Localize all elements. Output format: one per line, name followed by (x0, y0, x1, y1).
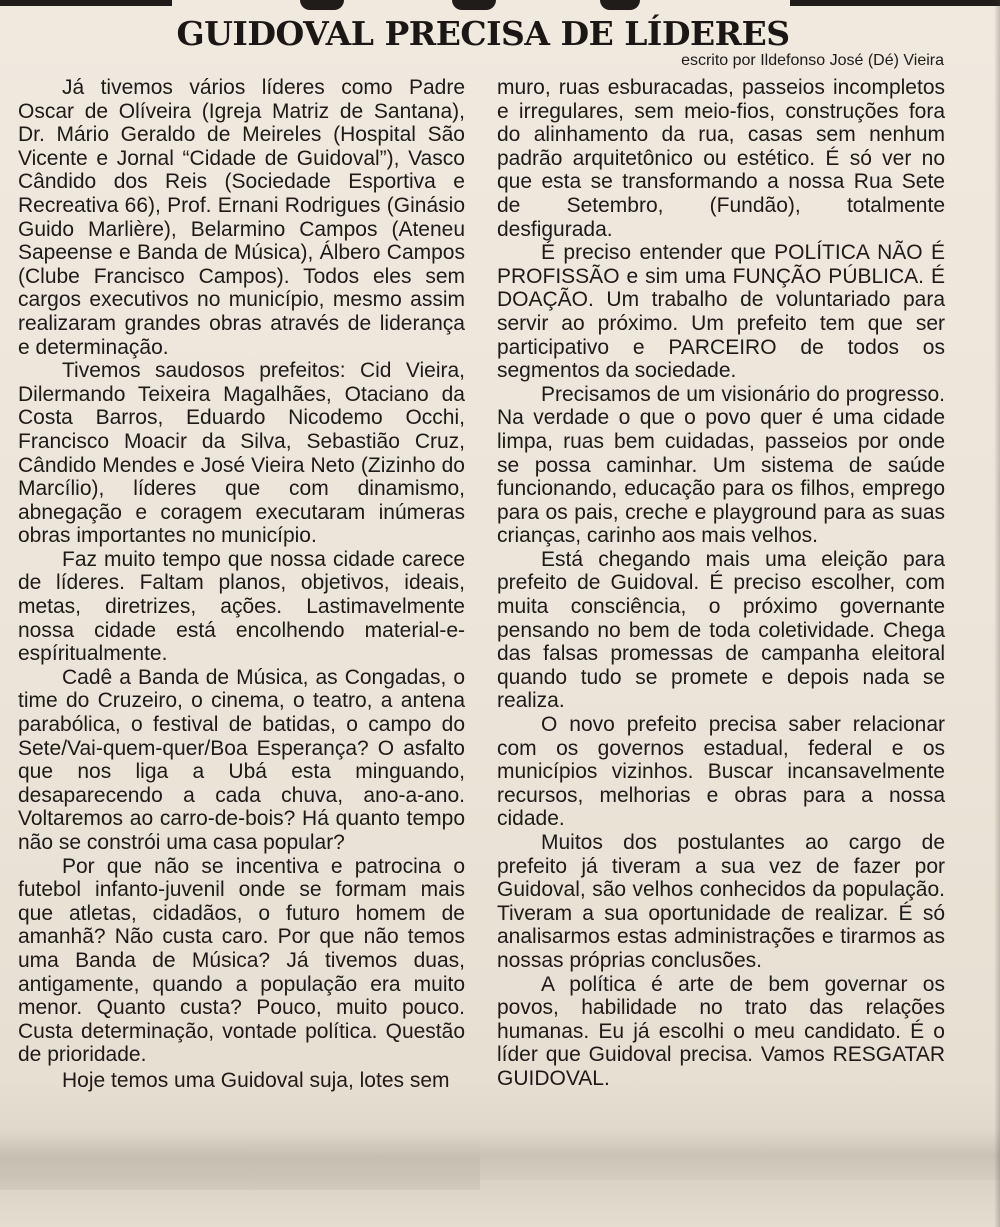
paragraph: Tivemos saudosos prefeitos: Cid Vieira, Dilermando Teixeira Magalhães, Otaciano da Costa Barros, Eduardo Nicodemo Occhi, Francisco Moacir da Silva, Sebastião Cruz, Cândido Mendes e José Vieira Neto (Zizinho do Marcílio), líderes que com dinamismo, abnegação e coragem executaram inúmeras obras importantes no município. (18, 359, 465, 548)
paragraph-continuation: muro, ruas esburacadas, passeios incompletos e irregulares, sem meio-fios, construções fora do alinhamento da rua, casas sem nenhum padrão arquitetônico ou estético. É só ver no que esta se transformando a nossa Rua Sete de Setembro, (Fundão), totalmente desfigurada. (497, 76, 945, 241)
top-rule-mark (600, 0, 640, 10)
top-rule-segment (790, 0, 1000, 6)
paragraph: Faz muito tempo que nossa cidade carece de líderes. Faltam planos, objetivos, ideais, metas, diretrizes, ações. Lastimavelmente nossa cidade está encolhendo material-e-espíritualmente. (18, 547, 465, 666)
paragraph: A política é arte de bem governar os povos, habilidade no trato das relações humanas. Eu já escolhi o meu candidato. É o líder que Guidoval precisa. Vamos RESGATAR GUIDOVAL. (497, 972, 945, 1090)
top-rule-segment (0, 0, 172, 6)
top-rule-mark (452, 0, 496, 10)
scan-shadow (0, 1130, 480, 1190)
paragraph: Hoje temos uma Guidoval suja, lotes sem (62, 1068, 450, 1092)
article-byline: escrito por Ildefonso José (Dé) Vieira (681, 52, 944, 69)
paragraph: É preciso entender que POLÍTICA NÃO É PROFISSÃO e sim uma FUNÇÃO PÚBLICA. É DOAÇÃO. Um trabalho de voluntariado para servir ao próximo. Um prefeito tem que ser participativo e PARCEIRO de todos os segmentos da sociedade. (497, 241, 945, 383)
article-headline: GUIDOVAL PRECISA DE LÍDERES (176, 14, 790, 53)
page-edge-shadow (994, 0, 1000, 1227)
paragraph: Cadê a Banda de Música, as Congadas, o time do Cruzeiro, o cinema, o teatro, a antena parabólica, o festival de batidas, o campo do Sete/Vai-quem-quer/Boa Esperança? O asfalto que nos liga a Ubá esta minguando, desaparecendo a cada chuva, ano-a-ano. Voltaremos ao carro-de-bois? Há quanto tempo não se constrói uma casa popular? (18, 665, 465, 854)
top-border-rule (0, 0, 1000, 14)
scan-shadow (480, 1130, 1000, 1180)
paragraph: Precisamos de um visionário do progresso. Na verdade o que o povo quer é uma cidade limpa, ruas bem cuidadas, passeios por onde se possa caminhar. Um sistema de saúde funcionando, educação para os filhos, emprego para os pais, creche e playground para as suas crianças, carinho aos mais velhos. (497, 382, 945, 548)
top-rule-mark (300, 0, 344, 10)
paragraph: O novo prefeito precisa saber relacionar com os governos estadual, federal e os municípios vizinhos. Buscar incansavelmente recursos, melhorias e obras para a nossa cidade. (497, 713, 945, 831)
paragraph: Por que não se incentiva e patrocina o futebol infanto-juvenil onde se formam mais que atletas, cidadãos, o futuro homem de amanhã? Não custa caro. Por que não temos uma Banda de Música? Já tivemos duas, antigamente, quando a população era muito menor. Quanto custa? Pouco, muito pouco. Custa determinação, vontade política. Questão de prioridade. (18, 854, 465, 1067)
paragraph: Está chegando mais uma eleição para prefeito de Guidoval. É preciso escolher, com muita consciência, o próximo governante pensando no bem de toda coletividade. Chega das falsas promessas de campanha eleitoral quando tudo se promete e depois nada se realiza. (497, 547, 945, 713)
article-right-column (497, 76, 945, 1091)
paragraph: Já tivemos vários líderes como Padre Oscar de Olíveira (Igreja Matriz de Santana), Dr. Mário Geraldo de Meireles (Hospital São Vicente e Jornal “Cidade de Guidoval”), Vasco Cândido dos Reis (Sociedade Esportiva e Recreativa 66), Prof. Ernani Rodrigues (Ginásio Guido Marlière), Belarmino Campos (Ateneu Sapeense e Banda de Música), Álbero Campos (Clube Francisco Campos). Todos eles sem cargos executivos no município, mesmo assim realizaram grandes obras através de liderança e determinação. (18, 76, 465, 359)
article-left-column (18, 76, 465, 1093)
paragraph: Muitos dos postulantes ao cargo de prefeito já tiveram a sua vez de fazer por Guidoval, são velhos conhecidos da população. Tiveram a sua oportunidade de realizar. É só analisarmos estas administrações e tirarmos as nossas próprias conclusões. (497, 831, 945, 972)
